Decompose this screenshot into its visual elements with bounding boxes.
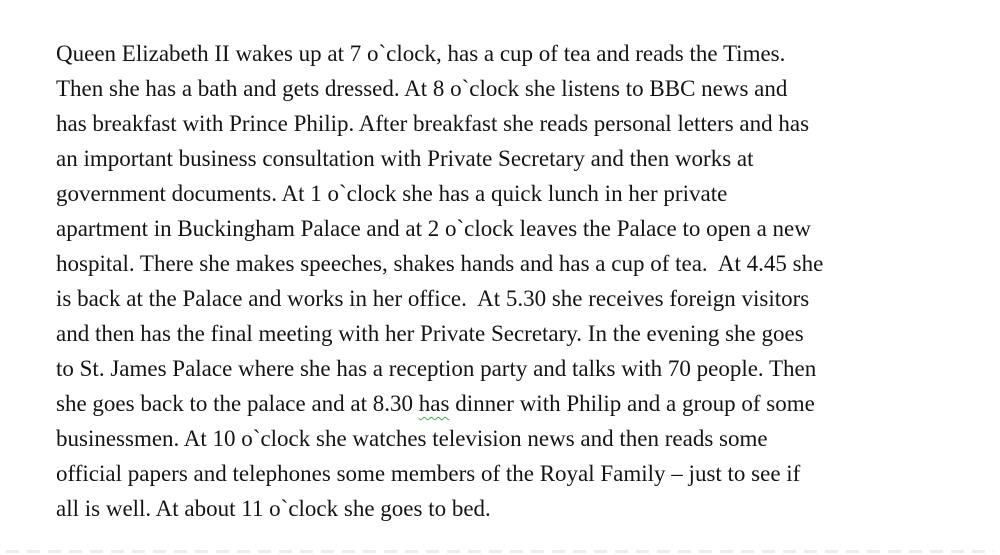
text-line-10: to St. James Palace where she has a reception party and talks with 70 people. Then [56,356,817,381]
grammar-flagged-word: has [418,391,450,416]
text-line-3: has breakfast with Prince Philip. After breakfast she reads personal letters and has [56,111,810,136]
text-line-1: Queen Elizabeth II wakes up at 7 o`clock, has a cup of tea and reads the Times. [56,41,786,66]
text-line-4: an important business consultation with Private Secretary and then works at [56,146,754,171]
text-segment: she goes back to the palace and at 8.30 [56,391,419,416]
scan-artifact-strip [6,550,994,553]
text-line-9: and then has the final meeting with her Private Secretary. In the evening she goes [56,321,804,346]
text-segment: dinner with Philip and a group of some [449,391,815,416]
text-line-11 [56,386,980,421]
text-line-6: apartment in Buckingham Palace and at 2 o`clock leaves the Palace to open a new [56,216,811,241]
text-line-8: is back at the Palace and works in her office. At 5.30 she receives foreign visitors [56,286,810,311]
text-line-12: businessmen. At 10 o`clock she watches television news and then reads some [56,426,768,451]
text-line-14: all is well. At about 11 o`clock she goes to bed. [56,496,491,521]
text-line-13: official papers and telephones some members of the Royal Family – just to see if [56,461,801,486]
text-line-5: government documents. At 1 o`clock she has a quick lunch in her private [56,181,728,206]
text-line-2: Then she has a bath and gets dressed. At 8 o`clock she listens to BBC news and [56,76,788,101]
text-line-7: hospital. There she makes speeches, shakes hands and has a cup of tea. At 4.45 she [56,251,824,276]
